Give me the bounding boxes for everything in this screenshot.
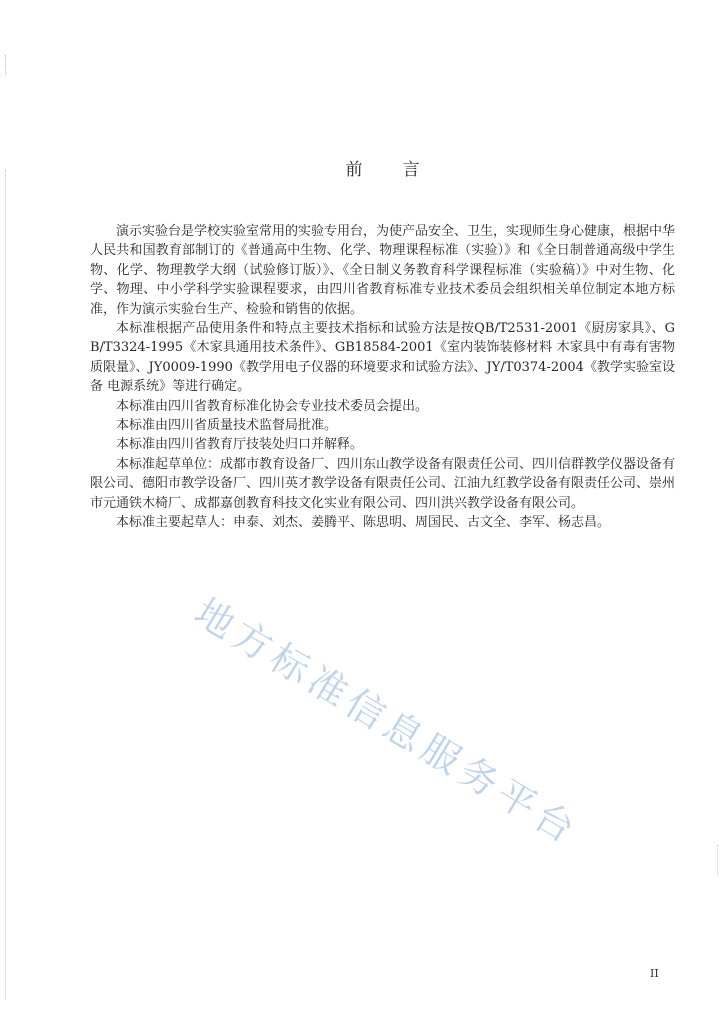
page-number: II xyxy=(650,967,659,980)
paragraph-administered-by: 本标准由四川省教育厅技装处归口并解释。 xyxy=(116,437,364,453)
scan-edge-artifact-top xyxy=(5,55,6,75)
paragraph-purpose: 演示实验台是学校实验室常用的实验专用台，为使产品安全、卫生，实现师生身心健康，根据中华人民共和国教育部制订的《普通高中生物、化学、物理课程标准（实验）》和《全日制普通高级中学生物、化学、物理教学大纲（试验修订版）》、《全日制义务教育科学课程标准（实验稿）》中对生物、化学、物理、中小学科学实验课程要求，由四川省教育标准专业技术委员会组织相关单位制定本地方标准，作为演示实验台生产、检验和销售的依据。 xyxy=(90,224,676,317)
paragraph-proposed-by: 本标准由四川省教育标准化协会专业技术委员会提出。 xyxy=(116,398,429,414)
paragraph-approved-by: 本标准由四川省质量技术监督局批准。 xyxy=(116,418,338,434)
page-title: 前言 xyxy=(345,160,460,180)
paragraph-referenced-standards: 本标准根据产品使用条件和特点主要技术指标和试验方法是按QB/T2531-2001《厨房家具》、GB/T3324-1995《木家具通用技术条件》、GB18584-2001《室内装饰装修材料 木家具中有毒有害物质限量》、JY0009-1990《教学用电子仪器的环境要求和试验方法》、JY/T0374-2004《教学实验室设备 电源系统》等进行确定。 xyxy=(90,321,675,395)
watermark-text: 地方标准信息服务平台 xyxy=(187,589,587,855)
scan-edge-artifact-right xyxy=(717,845,718,875)
paragraph-drafting-units: 本标准起草单位：成都市教育设备厂、四川东山教学设备有限责任公司、四川信群教学仪器设备有限公司、德阳市教学设备厂、四川英才教学设备有限责任公司、江油九红教学设备有限责任公司、崇州市元通铁木椅厂、成都嘉创教育科技文化实业有限公司、四川洪兴教学设备有限公司。 xyxy=(90,456,676,511)
paragraph-drafters: 本标准主要起草人：申泰、刘杰、姜腾平、陈思明、周国民、古文全、李军、杨志昌。 xyxy=(116,515,611,531)
scan-edge-artifact-left xyxy=(5,170,6,1000)
preface-body xyxy=(90,222,675,533)
